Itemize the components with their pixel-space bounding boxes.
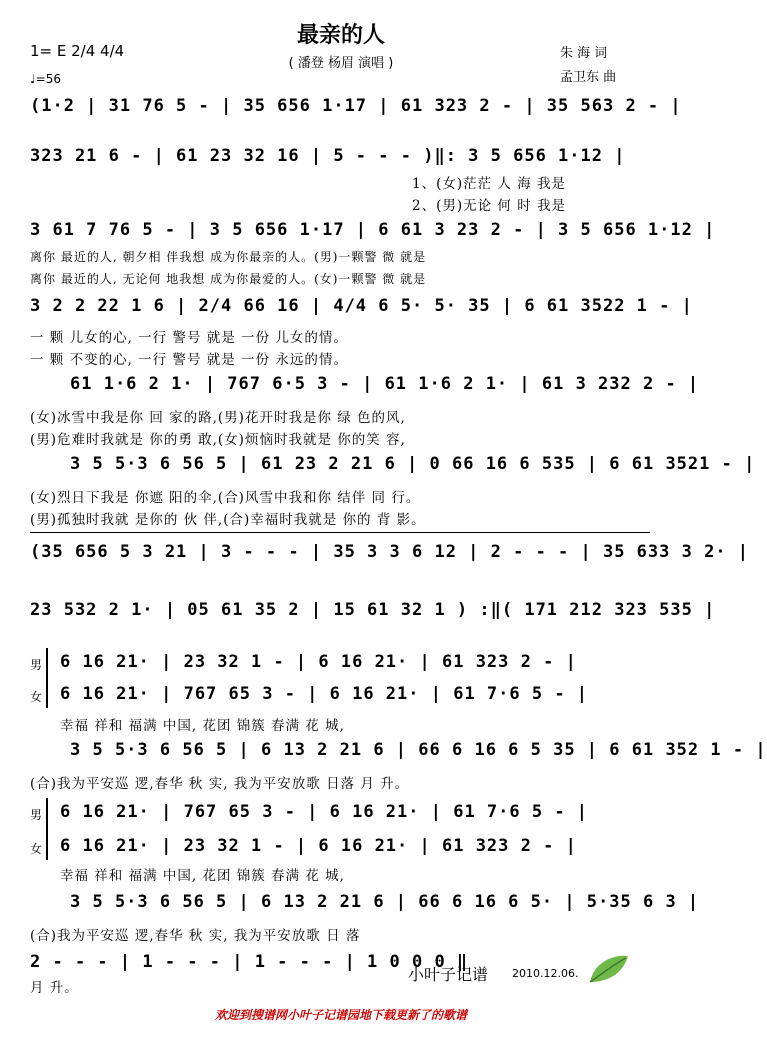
voice-label-male: 男 bbox=[30, 658, 43, 672]
leaf-icon bbox=[586, 952, 632, 986]
key-signature: 1= E 2/4 4/4 bbox=[30, 42, 125, 60]
footer-note: 欢迎到搜谱网小叶子记谱园地下载更新了的歌谱 bbox=[214, 1008, 467, 1022]
score-row-female: 6 16 21· | 767 65 3 - | 6 16 21· | 61 7·6 5 - | bbox=[60, 684, 589, 704]
transcriber-signature: 小叶子记谱 bbox=[408, 965, 489, 984]
score-row: 323 21 6 - | 61 23 32 16 | 5 - - - )‖: 3 5 656 1·12 | bbox=[30, 146, 626, 166]
voice-label-male: 男 bbox=[30, 808, 43, 822]
lyric-line: 幸福 祥和 福满 中国, 花团 锦簇 春满 花 城, bbox=[60, 718, 345, 734]
score-row: 3 5 5·3 6 56 5 | 6 13 2 21 6 | 66 6 16 6 5 35 | 6 61 352 1 - | bbox=[70, 740, 767, 760]
lyricist-credit: 朱 海 词 bbox=[560, 46, 608, 61]
score-row-male: 6 16 21· | 767 65 3 - | 6 16 21· | 61 7·6 5 - | bbox=[60, 802, 589, 822]
lyric-line: (合)我为平安巡 逻,春华 秋 实, 我为平安放歌 日落 月 升。 bbox=[30, 776, 410, 792]
voice-label-female: 女 bbox=[30, 690, 43, 704]
lyric-line: 离你 最近的人, 无论何 地我想 成为你最爱的人。(女)一颗警 微 就是 bbox=[30, 272, 427, 286]
lyric-line: (合)我为平安巡 逻,春华 秋 实, 我为平安放歌 日 落 bbox=[30, 928, 361, 944]
composer-credit: 孟卫东 曲 bbox=[560, 70, 617, 85]
lyric-line: 月 升。 bbox=[30, 980, 79, 996]
lyric-line: (女)烈日下我是 你遮 阳的伞,(合)风雪中我和你 结伴 同 行。 bbox=[30, 490, 421, 506]
score-row-male: 6 16 21· | 23 32 1 - | 6 16 21· | 61 323 2 - | bbox=[60, 652, 577, 672]
score-row: 3 5 5·3 6 56 5 | 61 23 2 21 6 | 0 66 16 6 535 | 6 61 3521 - | bbox=[70, 454, 756, 474]
score-row: 3 61 7 76 5 - | 3 5 656 1·17 | 6 61 3 23 2 - | 3 5 656 1·12 | bbox=[30, 220, 716, 240]
score-row: 23 532 2 1· | 05 61 35 2 | 15 61 32 1 ) :‖( 171 212 323 535 | bbox=[30, 600, 716, 620]
score-row: (1·2 | 31 76 5 - | 35 656 1·17 | 61 323 2 - | 35 563 2 - | bbox=[30, 96, 682, 116]
lyric-line: (男)孤独时我就 是你的 伙 伴,(合)幸福时我就是 你的 背 影。 bbox=[30, 512, 426, 528]
lyric-line: 一 颗 儿女的心, 一行 警号 就是 一份 儿女的情。 bbox=[30, 330, 348, 346]
tempo-marking: ♩=56 bbox=[30, 72, 61, 86]
score-row: 3 5 5·3 6 56 5 | 6 13 2 21 6 | 66 6 16 6 5· | 5·35 6 3 | bbox=[70, 892, 700, 912]
performers: ( 潘登 杨眉 演唱 ) bbox=[288, 56, 394, 71]
lyric-line: 一 颗 不变的心, 一行 警号 就是 一份 永远的情。 bbox=[30, 352, 348, 368]
lyric-line: 2、(男)无论 何 时 我是 bbox=[412, 198, 566, 214]
score-row: 61 1·6 2 1· | 767 6·5 3 - | 61 1·6 2 1· | 61 3 232 2 - | bbox=[70, 374, 700, 394]
lyric-line: 幸福 祥和 福满 中国, 花团 锦簇 春满 花 城, bbox=[60, 868, 345, 884]
song-title: 最亲的人 bbox=[296, 23, 385, 48]
score-row-female: 6 16 21· | 23 32 1 - | 6 16 21· | 61 323 2 - | bbox=[60, 836, 577, 856]
score-row: (35 656 5 3 21 | 3 - - - | 35 3 3 6 12 | 2 - - - | 35 633 3 2· | bbox=[30, 542, 750, 562]
score-row: 3 2 2 22 1 6 | 2/4 66 16 | 4/4 6 5· 5· 35 | 6 61 3522 1 - | bbox=[30, 296, 693, 316]
voice-label-female: 女 bbox=[30, 842, 43, 856]
transcription-date: 2010.12.06. bbox=[512, 967, 579, 980]
lyric-line: (男)危难时我就是 你的勇 敢,(女)烦恼时我就是 你的笑 容, bbox=[30, 432, 406, 448]
lyric-line: (女)冰雪中我是你 回 家的路,(男)花开时我是你 绿 色的风, bbox=[30, 410, 406, 426]
lyric-line: 1、(女)茫茫 人 海 我是 bbox=[412, 176, 566, 192]
lyric-line: 离你 最近的人, 朝夕相 伴我想 成为你最亲的人。(男)一颗警 微 就是 bbox=[30, 250, 427, 264]
score-row: 2 - - - | 1 - - - | 1 - - - | 1 0 0 0 ‖ bbox=[30, 952, 469, 972]
